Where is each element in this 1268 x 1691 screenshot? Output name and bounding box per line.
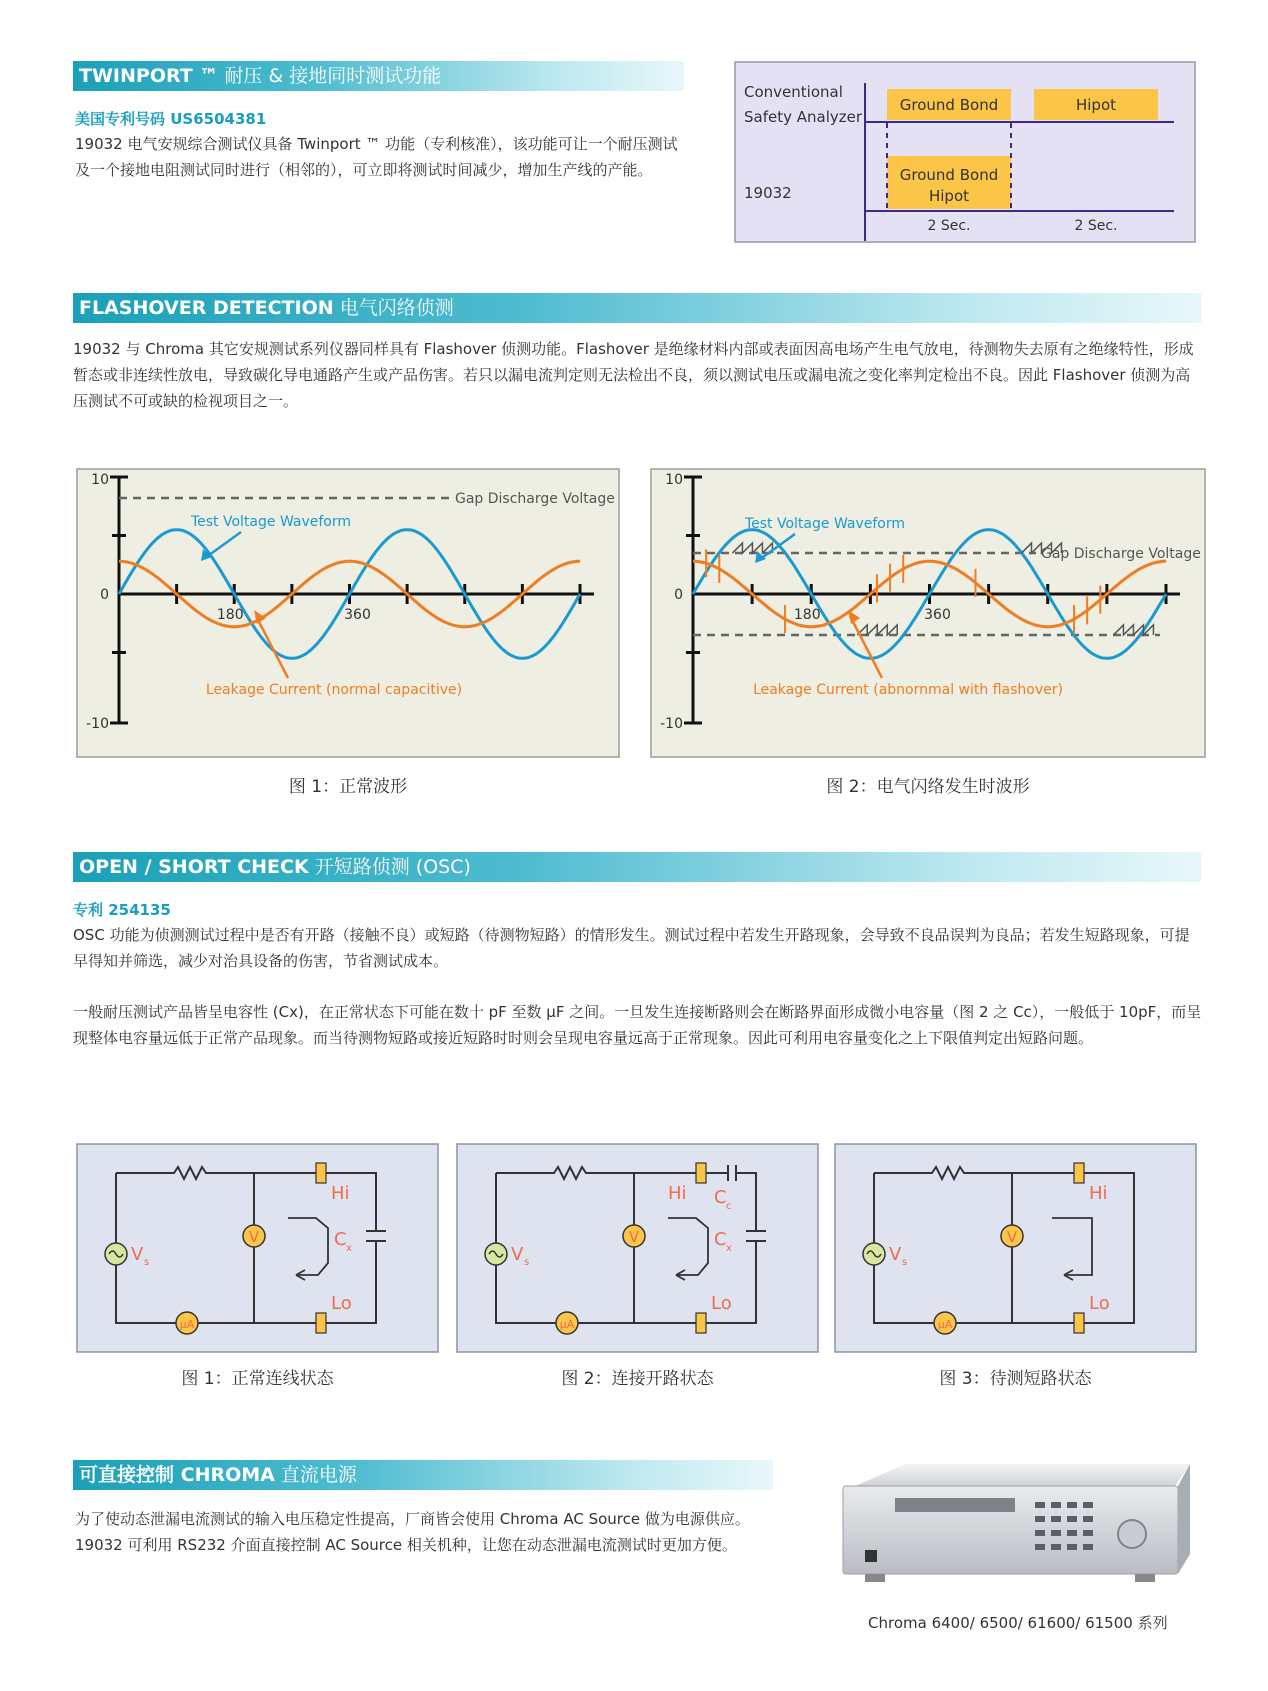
chart2-caption: 图 2：电气闪络发生时波形: [826, 777, 1030, 797]
unit-display: [895, 1498, 1015, 1512]
time-label-1: 2 Sec.: [927, 218, 971, 234]
osc-header-bold: OPEN / SHORT CHECK: [79, 856, 309, 878]
osc-body-2: 一般耐压测试产品皆呈电容性 (Cx)，在正常状态下可能在数十 pF 至数 μF 之间。一旦发生连接断路则会在断路界面形成微小电容量（图 2 之 Cc），一般低于 10pF，而呈现整体电容量远低于正常产品现象。而当待测物短路或接近短路时时则会呈现电容量远高于正常现象。因此可利用电容量变化之上下限值判定出短路问题。: [73, 1003, 1202, 1047]
vs-label: V: [889, 1244, 902, 1265]
chart2-x-label-360: 360: [924, 607, 951, 623]
chart2-y-label-top: 10: [665, 472, 683, 488]
twinport-header-rest: 耐压 & 接地同时测试功能: [218, 65, 442, 87]
flashover-chart-normal: [76, 468, 620, 758]
hi-terminal-icon: [696, 1163, 706, 1183]
voltmeter-label: V: [1006, 1228, 1018, 1246]
chart1-caption: 图 1：正常波形: [288, 777, 408, 797]
chart1-y-label-zero: 0: [100, 587, 109, 603]
voltmeter-label: V: [248, 1228, 260, 1246]
unit-foot-right: [1135, 1574, 1155, 1582]
circuit-open: [456, 1143, 819, 1353]
circuit-short: [834, 1143, 1197, 1353]
vs-subscript: s: [524, 1257, 530, 1268]
twinport-timing-diagram: [734, 61, 1196, 243]
twinport-body: 19032 电气安规综合测试仪具备 Twinport ™ 功能（专利核准），该功能可让一个耐压测试及一个接地电阻测试同时进行（相邻的），可立即将测试时间减少，增加生产线的产能。: [75, 135, 678, 179]
chart1-y-label-bottom: -10: [86, 716, 109, 732]
twinport-patent: 美国专利号码 US6504381: [75, 110, 267, 128]
chart1-x-label-360: 360: [344, 607, 371, 623]
cc-label: C: [714, 1187, 727, 1208]
product-caption: Chroma 6400/ 6500/ 61600/ 61500 系列: [868, 1614, 1168, 1632]
conventional-label-2: Safety Analyzer: [744, 108, 863, 126]
vs-label: V: [511, 1244, 524, 1265]
microammeter-label: μA: [179, 1318, 195, 1331]
chart1-leakage-label: Leakage Current (normal capacitive): [205, 682, 463, 698]
lo-label: Lo: [1089, 1293, 1110, 1314]
circuit-normal: [76, 1143, 439, 1353]
vs-subscript: s: [902, 1257, 908, 1268]
flashover-chart-abnormal: [650, 468, 1206, 758]
ground-bond-label: Ground Bond: [899, 96, 999, 114]
microammeter-label: μA: [559, 1318, 575, 1331]
hi-label: Hi: [1089, 1183, 1108, 1204]
hi-terminal-icon: [1074, 1163, 1084, 1183]
flashover-header-rest: 电气闪络侦测: [333, 297, 454, 319]
hipot-label: Hipot: [1075, 96, 1117, 114]
chart2-x-label-180: 180: [793, 607, 821, 623]
dc-source-header: [73, 1460, 773, 1490]
twinport-header: [73, 61, 684, 91]
microammeter-label: μA: [937, 1318, 953, 1331]
chart2-y-label-zero: 0: [674, 587, 683, 603]
circuit1-caption: 图 1：正常连线状态: [181, 1369, 334, 1389]
vs-subscript: s: [144, 1257, 150, 1268]
time-label-2: 2 Sec.: [1074, 218, 1118, 234]
unit-power-switch: [865, 1550, 877, 1562]
dc-header-bold: CHROMA: [180, 1464, 275, 1486]
combo-label-2: Hipot: [928, 187, 970, 205]
circuit3-caption: 图 3：待测短路状态: [939, 1369, 1092, 1389]
cx-label: C: [714, 1229, 727, 1250]
hi-label: Hi: [331, 1183, 350, 1204]
osc-header-rest: 开短路侦测 (OSC): [308, 856, 471, 878]
lo-terminal-icon: [696, 1313, 706, 1333]
combo-label-1: Ground Bond: [899, 166, 999, 184]
chart1-voltage-label: Test Voltage Waveform: [190, 514, 352, 530]
chart1-gap-label: Gap Discharge Voltage: [455, 491, 615, 508]
chart2-y-label-bottom: -10: [660, 716, 683, 732]
chart2-voltage-label: Test Voltage Waveform: [744, 516, 906, 532]
cx-subscript: x: [726, 1243, 732, 1254]
model-label: 19032: [744, 184, 792, 202]
chart2-leakage-label: Leakage Current (abnornmal with flashover): [753, 682, 1063, 698]
dc-header-rest: 直流电源: [274, 1464, 357, 1486]
lo-terminal-icon: [316, 1313, 326, 1333]
twinport-header-bold: TWINPORT ™: [79, 65, 219, 87]
cx-subscript: x: [346, 1243, 352, 1254]
chroma-ac-source-image: [835, 1458, 1195, 1598]
lo-terminal-icon: [1074, 1313, 1084, 1333]
osc-header: [73, 852, 1201, 882]
cx-label: C: [334, 1229, 347, 1250]
flashover-header: [73, 293, 1201, 323]
flashover-header-bold: FLASHOVER DETECTION: [79, 297, 334, 319]
vs-label: V: [131, 1244, 144, 1265]
flashover-body: 19032 与 Chroma 其它安规测试系列仪器同样具有 Flashover 侦测功能。Flashover 是绝缘材料内部或表面因高电场产生电气放电，待测物失去原有之绝缘特性，形成暂态或非连续性放电，导致碳化导电通路产生或产品伤害。若只以漏电流判定则无法检出不良，须以测试电压或漏电流之变化率判定检出不良。因此 Flashover 侦测为高压测试不可或缺的检视项目之一。: [73, 340, 1194, 410]
cc-subscript: c: [726, 1201, 732, 1212]
conventional-label-1: Conventional: [744, 83, 843, 101]
dc-header-prefix: 可直接控制: [79, 1464, 181, 1486]
osc-patent: 专利 254135: [73, 901, 171, 919]
chart1-x-label-180: 180: [216, 607, 244, 623]
lo-label: Lo: [331, 1293, 352, 1314]
osc-body-1: OSC 功能为侦测测试过程中是否有开路（接触不良）或短路（待测物短路）的情形发生。测试过程中若发生开路现象，会导致不良品误判为良品；若发生短路现象，可提早得知并筛选，减少对治具设备的伤害，节省测试成本。: [73, 926, 1190, 970]
chart1-y-label-top: 10: [91, 472, 109, 488]
voltmeter-label: V: [628, 1228, 640, 1246]
circuit2-caption: 图 2：连接开路状态: [561, 1369, 714, 1389]
hi-label: Hi: [668, 1183, 687, 1204]
lo-label: Lo: [711, 1293, 732, 1314]
dc-source-body: 为了使动态泄漏电流测试的输入电压稳定性提高，厂商皆会使用 Chroma AC Source 做为电源供应。19032 可利用 RS232 介面直接控制 AC Source 相关机种，让您在动态泄漏电流测试时更加方便。: [75, 1510, 750, 1554]
unit-top: [855, 1464, 1190, 1486]
unit-foot-left: [865, 1574, 885, 1582]
chart2-gap-label: Gap Discharge Voltage: [1041, 546, 1201, 563]
unit-side: [1178, 1464, 1190, 1574]
hi-terminal-icon: [316, 1163, 326, 1183]
unit-knob: [1118, 1520, 1146, 1548]
